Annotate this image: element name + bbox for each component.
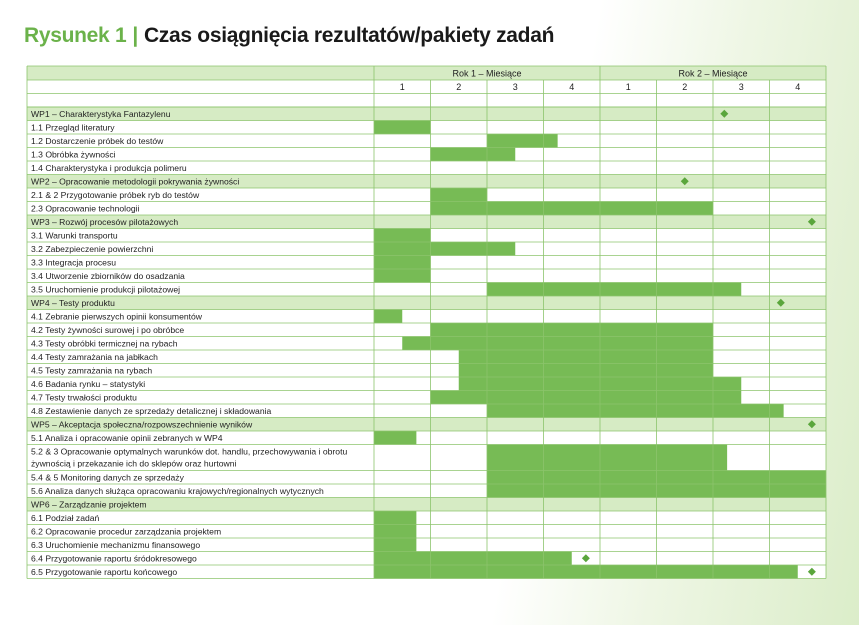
task-bar <box>431 391 742 405</box>
row-label: 3.1 Warunki transportu <box>31 230 118 241</box>
task-row <box>27 148 826 162</box>
row-label: 1.2 Dostarczenie próbek do testów <box>31 136 164 146</box>
task-row <box>27 404 826 418</box>
task-bar <box>374 511 416 525</box>
figure-title: Rysunek 1 | Czas osiągnięcia rezultatów/pakiety zadań <box>24 24 555 47</box>
task-row <box>27 471 826 485</box>
figure-name: Czas osiągnięcia rezultatów/pakiety zadań <box>143 24 555 47</box>
task-row <box>27 310 826 324</box>
row-label: 5.2 & 3 Opracowanie optymalnych warunków dot. handlu, przechowywania i obrotu żywnością i przekazanie ich do sklepów oraz hurtowni <box>31 446 348 469</box>
task-row <box>27 188 826 202</box>
task-row <box>27 431 826 445</box>
row-label: 5.4 & 5 Monitoring danych ze sprzedaży <box>31 472 184 483</box>
task-bar <box>374 242 515 256</box>
row-label: 4.8 Zestawienie danych ze sprzedaży detalicznej i składowania <box>31 406 272 416</box>
work-package-row <box>27 175 826 189</box>
row-label: 4.1 Zebranie pierwszych opinii konsumentów <box>31 311 203 322</box>
task-row <box>27 269 826 283</box>
task-row <box>27 121 826 135</box>
row-label: 6.3 Uruchomienie mechanizmu finansowego <box>31 540 201 550</box>
task-row <box>27 364 826 378</box>
row-label: 1.3 Obróbka żywności <box>31 149 116 160</box>
task-row <box>27 229 826 243</box>
month-label: 1 <box>399 82 405 92</box>
work-package-row <box>27 215 826 229</box>
task-row <box>27 445 826 471</box>
row-label: 3.3 Integracja procesu <box>31 257 117 268</box>
row-label: 3.4 Utworzenie zbiorników do osadzania <box>31 271 185 281</box>
task-row <box>27 484 826 498</box>
task-bar <box>374 256 431 270</box>
row-label: WP2 – Opracowanie metodologii pokrywania żywności <box>31 176 240 187</box>
task-bar <box>431 323 714 337</box>
row-label: 1.1 Przegląd literatury <box>31 122 115 133</box>
header-periods <box>27 66 826 80</box>
row-label: 5.6 Analiza danych służąca opracowaniu krajowych/regionalnych wytycznych <box>31 486 324 496</box>
task-row <box>27 202 826 216</box>
row-label: 6.5 Przygotowanie raportu końcowego <box>31 567 178 577</box>
task-row <box>27 283 826 297</box>
task-bar <box>374 229 431 243</box>
task-rows <box>27 107 826 579</box>
row-label: 4.5 Testy zamrażania na rybach <box>31 365 153 376</box>
task-row <box>27 161 826 175</box>
month-label: 2 <box>682 82 688 92</box>
task-bar <box>487 445 727 471</box>
task-row <box>27 337 826 351</box>
row-label: 4.2 Testy żywności surowej i po obróbce <box>31 325 185 335</box>
task-bar <box>374 552 572 566</box>
task-row <box>27 552 826 566</box>
row-label: 2.3 Opracowanie technologii <box>31 203 140 214</box>
row-label: 5.1 Analiza i opracowanie opinii zebranych w WP4 <box>31 433 223 443</box>
row-label: 6.4 Przygotowanie raportu śródokresowego <box>31 553 197 564</box>
row-label: WP3 – Rozwój procesów pilotażowych <box>31 217 179 227</box>
task-bar <box>487 404 784 418</box>
row-label: 6.2 Opracowanie procedur zarządzania projektem <box>31 526 222 537</box>
row-label: WP5 – Akceptacja społeczna/rozpowszechnienie wyników <box>31 419 253 430</box>
task-bar <box>431 188 488 202</box>
task-row <box>27 323 826 337</box>
row-label: 3.5 Uruchomienie produkcji pilotażowej <box>31 284 181 295</box>
task-row <box>27 565 826 579</box>
row-label: 4.6 Badania rynku – statystyki <box>31 379 146 389</box>
task-bar <box>374 269 431 283</box>
task-bar <box>431 148 516 162</box>
task-row <box>27 377 826 391</box>
task-row <box>27 525 826 539</box>
month-label: 1 <box>625 82 631 92</box>
row-label: 4.3 Testy obróbki termicznej na rybach <box>31 338 178 349</box>
row-label: 3.2 Zabezpieczenie powierzchni <box>31 244 154 254</box>
work-package-row <box>27 107 826 121</box>
task-bar <box>374 565 798 579</box>
task-bar <box>459 350 713 364</box>
task-bar <box>374 538 416 552</box>
month-label: 4 <box>569 82 575 92</box>
month-label: 4 <box>795 82 801 92</box>
row-label: 1.4 Charakterystyka i produkcja polimeru <box>31 163 187 173</box>
figure-number: Rysunek 1 <box>24 24 127 47</box>
row-label: 4.4 Testy zamrażania na jabłkach <box>31 352 158 362</box>
month-label: 2 <box>456 82 462 92</box>
task-bar <box>459 364 713 378</box>
task-bar <box>431 202 714 216</box>
task-row <box>27 350 826 364</box>
task-bar <box>374 310 402 324</box>
period-label: Rok 1 – Miesiące <box>452 68 522 79</box>
task-row <box>27 242 826 256</box>
row-label: WP1 – Charakterystyka Fantazylenu <box>31 109 171 119</box>
row-label: 6.1 Podział zadań <box>31 513 100 523</box>
row-label: 4.7 Testy trwałości produktu <box>31 392 137 403</box>
task-bar <box>374 525 416 539</box>
row-label: WP6 – Zarządzanie projektem <box>31 499 147 510</box>
task-row <box>27 256 826 270</box>
month-label: 3 <box>512 82 518 92</box>
row-label: WP4 – Testy produktu <box>31 298 115 308</box>
task-bar <box>487 283 741 297</box>
task-row <box>27 511 826 525</box>
task-bar <box>374 121 431 135</box>
task-row <box>27 391 826 405</box>
row-label: 2.1 & 2 Przygotowanie próbek ryb do testów <box>31 190 200 200</box>
work-package-row <box>27 418 826 432</box>
header-months <box>27 80 826 94</box>
task-row <box>27 134 826 148</box>
work-package-row <box>27 296 826 310</box>
period-label: Rok 2 – Miesiące <box>678 68 748 79</box>
spacer-row <box>27 94 826 108</box>
month-label: 3 <box>738 82 744 92</box>
task-bar <box>487 134 558 148</box>
task-bar <box>402 337 600 351</box>
task-bar <box>374 431 416 445</box>
task-row <box>27 538 826 552</box>
work-package-row <box>27 498 826 512</box>
